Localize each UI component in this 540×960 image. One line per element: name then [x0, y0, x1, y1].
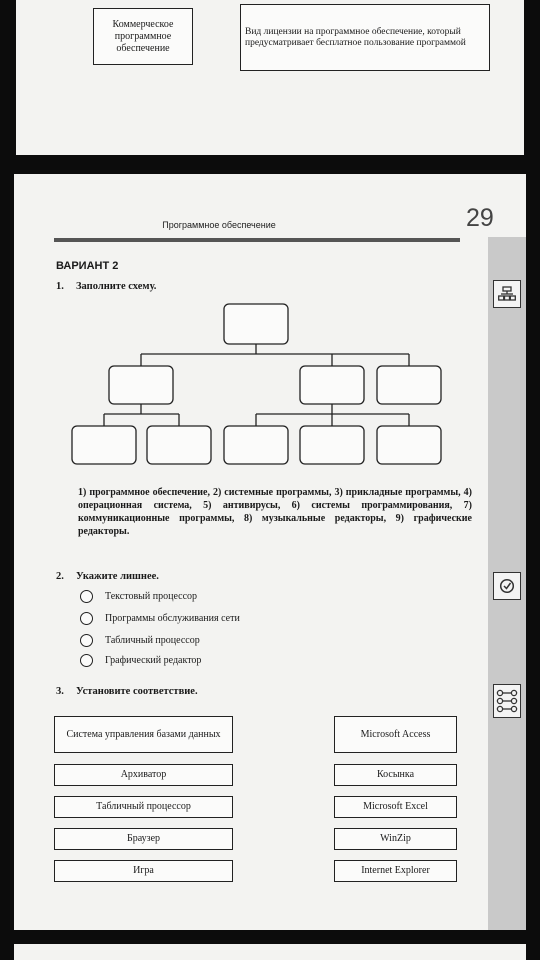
match-left-label: Игра: [133, 865, 154, 876]
match-box-left-text: Коммерческое программное обеспечение: [112, 18, 174, 54]
check-icon: [493, 572, 521, 600]
radio-button[interactable]: [80, 590, 93, 603]
page-header-title: Программное обеспечение: [162, 220, 276, 230]
scheme-box-level3-4: [300, 426, 364, 464]
scheme-box-level3-2: [147, 426, 211, 464]
task3-number: 3.: [56, 686, 64, 697]
next-page: [14, 944, 526, 960]
radio-button[interactable]: [80, 634, 93, 647]
task2-title: [56, 571, 159, 582]
match-left-label: Браузер: [126, 833, 161, 844]
match-right-label: Internet Explorer: [361, 865, 430, 876]
scheme-box-level3-5: [377, 426, 441, 464]
task1-title-text: Заполните схему.: [76, 281, 157, 292]
task1-number: 1.: [56, 281, 64, 292]
match-right-5[interactable]: [334, 860, 457, 882]
match-left-5[interactable]: [54, 860, 233, 882]
match-left-2[interactable]: [54, 764, 233, 786]
previous-page: [16, 0, 524, 155]
scheme-box-root: [224, 304, 288, 344]
scheme-box-level2-1: [109, 366, 173, 404]
scheme-box-level2-3: [377, 366, 441, 404]
match-left-1[interactable]: [54, 716, 233, 753]
option-3[interactable]: [80, 632, 200, 648]
match-left-label: Архиватор: [120, 769, 167, 780]
match-left-4[interactable]: [54, 828, 233, 850]
matching-icon: [493, 684, 521, 718]
match-right-label: Косынка: [376, 769, 415, 780]
match-right-3[interactable]: [334, 796, 457, 818]
option-label: Графический редактор: [105, 654, 202, 666]
page-number: 29: [466, 204, 494, 232]
workbook-page: [14, 174, 526, 930]
match-left-label: Табличный процессор: [96, 801, 191, 812]
radio-button[interactable]: [80, 654, 93, 667]
option-label: Программы обслуживания сети: [105, 612, 240, 624]
option-label: Табличный процессор: [105, 634, 200, 646]
task2-title-text: Укажите лишнее.: [76, 571, 159, 582]
scheme-box-level3-1: [72, 426, 136, 464]
variant-label: ВАРИАНТ 2: [56, 260, 119, 272]
task2-number: 2.: [56, 571, 64, 582]
match-right-4[interactable]: [334, 828, 457, 850]
match-right-2[interactable]: [334, 764, 457, 786]
match-right-label: Microsoft Excel: [363, 801, 428, 812]
scheme-box-level3-3: [224, 426, 288, 464]
option-4[interactable]: [80, 652, 201, 668]
option-label: Текстовый процессор: [105, 590, 198, 602]
option-1[interactable]: [80, 588, 197, 604]
scheme-diagram: [14, 174, 488, 474]
scheme-box-level2-2: [300, 366, 364, 404]
scheme-items-list: 1) программное обеспечение, 2) системные программы, 3) прикладные программы, 4) операционная система, 5) антивирусы, 6) системы программирования, 7) коммуникационные программы, 8) музыкальные редакторы, 9) графические редакторы.: [78, 487, 472, 537]
match-left-label: Система управления базами данных: [66, 728, 221, 740]
match-left-3[interactable]: [54, 796, 233, 818]
match-right-label: Microsoft Access: [360, 728, 431, 740]
scheme-icon: [493, 280, 521, 308]
match-box-right-text: Вид лицензии на программное обеспечение, который предусматривает бесплатное пользование программой: [245, 26, 466, 48]
radio-button[interactable]: [80, 612, 93, 625]
match-box-right: [240, 4, 490, 71]
match-right-1[interactable]: [334, 716, 457, 753]
match-box-left: [93, 8, 193, 65]
task3-title: [56, 686, 198, 697]
task3-title-text: Установите соответствие.: [76, 686, 198, 697]
side-strip: [488, 237, 526, 930]
match-right-label: WinZip: [380, 833, 411, 844]
option-2[interactable]: [80, 610, 240, 626]
